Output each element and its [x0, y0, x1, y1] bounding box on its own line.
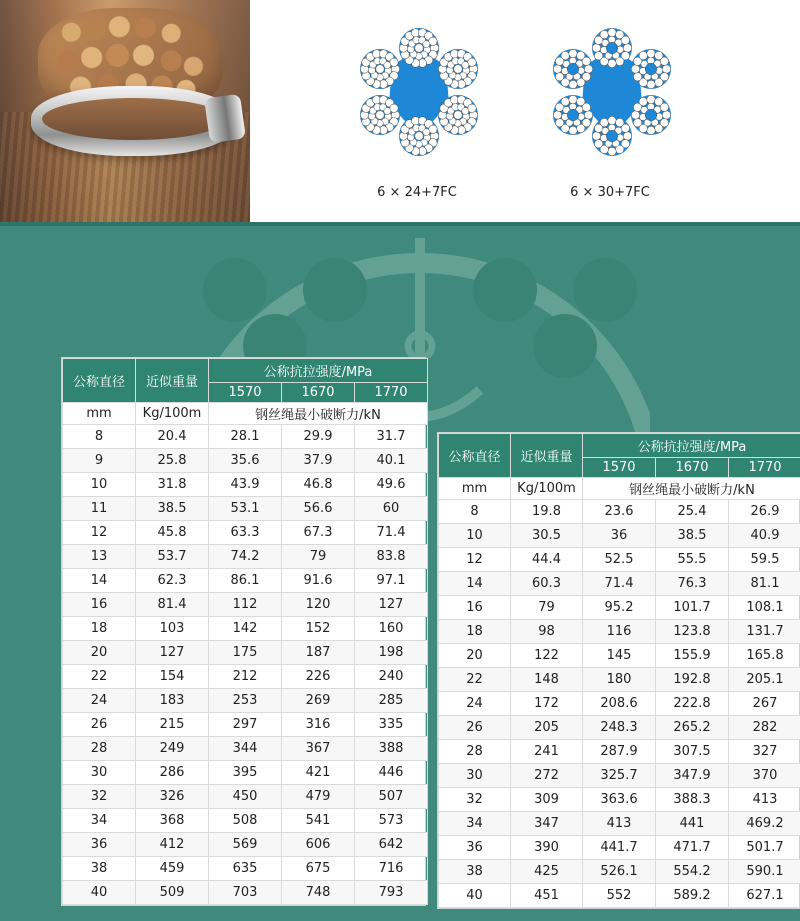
- table-cell: 40: [439, 884, 511, 908]
- table-cell: 18: [439, 620, 511, 644]
- table-cell: 212: [209, 665, 282, 689]
- table-cell: 16: [439, 596, 511, 620]
- table-cell: 192.8: [656, 668, 729, 692]
- table-cell: 25.4: [656, 500, 729, 524]
- table-row: [63, 617, 428, 641]
- table-cell: 541: [282, 809, 355, 833]
- table-cell: 198: [355, 641, 428, 665]
- table-cell: 44.4: [511, 548, 583, 572]
- table-cell: 450: [209, 785, 282, 809]
- unit-weight: Kg/100m: [136, 403, 209, 425]
- table-row: [63, 497, 428, 521]
- table-cell: 451: [511, 884, 583, 908]
- table-cell: 316: [282, 713, 355, 737]
- table-cell: 479: [282, 785, 355, 809]
- table-row: [439, 692, 800, 716]
- table-row: [63, 473, 428, 497]
- table-cell: 222.8: [656, 692, 729, 716]
- table-cell: 395: [209, 761, 282, 785]
- spec-table-1-body: [63, 425, 428, 905]
- table-cell: 127: [355, 593, 428, 617]
- table-cell: 38: [439, 860, 511, 884]
- table-cell: 13: [63, 545, 136, 569]
- table-cell: 155.9: [656, 644, 729, 668]
- table-row: [439, 860, 800, 884]
- table-cell: 29.9: [282, 425, 355, 449]
- table-row: [439, 740, 800, 764]
- table-cell: 253: [209, 689, 282, 713]
- table-cell: 388: [355, 737, 428, 761]
- table-row: [63, 689, 428, 713]
- table-cell: 28: [439, 740, 511, 764]
- table-cell: 20: [63, 641, 136, 665]
- table-cell: 45.8: [136, 521, 209, 545]
- table-cell: 446: [355, 761, 428, 785]
- fiber-core: [594, 74, 630, 110]
- table-cell: 606: [282, 833, 355, 857]
- table-cell: 91.6: [282, 569, 355, 593]
- table-cell: 20.4: [136, 425, 209, 449]
- table-cell: 79: [511, 596, 583, 620]
- table-cell: 11: [63, 497, 136, 521]
- table-cell: 34: [439, 812, 511, 836]
- table-cell: 8: [63, 425, 136, 449]
- unit-diameter: mm: [63, 403, 136, 425]
- table-cell: 108.1: [729, 596, 800, 620]
- table-cell: 326: [136, 785, 209, 809]
- table-cell: 127: [136, 641, 209, 665]
- table-cell: 116: [583, 620, 656, 644]
- top-banner: [0, 0, 800, 222]
- table-row: [63, 641, 428, 665]
- table-cell: 10: [439, 524, 511, 548]
- table-cell: 590.1: [729, 860, 800, 884]
- table-cell: 370: [729, 764, 800, 788]
- table-row: [63, 665, 428, 689]
- table-row: [63, 881, 428, 905]
- unit-weight: Kg/100m: [511, 478, 583, 500]
- table-cell: 71.4: [355, 521, 428, 545]
- table-cell: 249: [136, 737, 209, 761]
- table-cell: 748: [282, 881, 355, 905]
- header-strength-1670: 1670: [282, 383, 355, 403]
- table-cell: 241: [511, 740, 583, 764]
- header-approx-weight: 近似重量: [511, 434, 583, 478]
- table-cell: 30: [439, 764, 511, 788]
- table-cell: 10: [63, 473, 136, 497]
- header-approx-weight: 近似重量: [136, 359, 209, 403]
- table-cell: 101.7: [656, 596, 729, 620]
- table-cell: 22: [439, 668, 511, 692]
- table-cell: 16: [63, 593, 136, 617]
- strand: [553, 95, 593, 135]
- diagram-svg-1: [353, 26, 485, 158]
- table-cell: 55.5: [656, 548, 729, 572]
- table-cell: 589.2: [656, 884, 729, 908]
- table-cell: 131.7: [729, 620, 800, 644]
- rope-cross-section-diagram-1: [353, 26, 485, 164]
- table-cell: 53.7: [136, 545, 209, 569]
- table-cell: 8: [439, 500, 511, 524]
- table-cell: 180: [583, 668, 656, 692]
- header-strength-1570: 1570: [209, 383, 282, 403]
- table-cell: 265.2: [656, 716, 729, 740]
- table-cell: 23.6: [583, 500, 656, 524]
- table-cell: 215: [136, 713, 209, 737]
- table-row: [439, 716, 800, 740]
- unit-diameter: mm: [439, 478, 511, 500]
- table-cell: 120: [282, 593, 355, 617]
- table-cell: 12: [439, 548, 511, 572]
- strand: [438, 95, 478, 135]
- table-cell: 67.3: [282, 521, 355, 545]
- table-cell: 20: [439, 644, 511, 668]
- table-row: [63, 521, 428, 545]
- table-cell: 46.8: [282, 473, 355, 497]
- table-cell: 79: [282, 545, 355, 569]
- diagram-svg-2: [546, 26, 678, 158]
- header-nominal-diameter: 公称直径: [63, 359, 136, 403]
- table-cell: 14: [63, 569, 136, 593]
- table-cell: 469.2: [729, 812, 800, 836]
- strand: [592, 28, 632, 68]
- spec-table-1: [62, 358, 428, 905]
- table-cell: 635: [209, 857, 282, 881]
- table-cell: 367: [282, 737, 355, 761]
- strand: [438, 49, 478, 89]
- table-cell: 716: [355, 857, 428, 881]
- table-row: [439, 836, 800, 860]
- table-row: [439, 500, 800, 524]
- strand: [360, 95, 400, 135]
- table-row: [63, 569, 428, 593]
- divider-bar: [0, 222, 800, 226]
- table-cell: 154: [136, 665, 209, 689]
- table-row: [439, 668, 800, 692]
- table-row: [63, 713, 428, 737]
- table-cell: 71.4: [583, 572, 656, 596]
- table-row: [63, 737, 428, 761]
- table-cell: 31.7: [355, 425, 428, 449]
- header-nominal-diameter: 公称直径: [439, 434, 511, 478]
- table-cell: 62.3: [136, 569, 209, 593]
- table-cell: 56.6: [282, 497, 355, 521]
- table-cell: 32: [439, 788, 511, 812]
- table-cell: 38.5: [656, 524, 729, 548]
- table-cell: 38.5: [136, 497, 209, 521]
- table-cell: 425: [511, 860, 583, 884]
- table-cell: 26.9: [729, 500, 800, 524]
- rope-spec-table-1: [61, 357, 426, 906]
- table-cell: 35.6: [209, 449, 282, 473]
- table-cell: 83.8: [355, 545, 428, 569]
- table-cell: 627.1: [729, 884, 800, 908]
- table-row: [439, 548, 800, 572]
- table-row: [439, 572, 800, 596]
- table-cell: 344: [209, 737, 282, 761]
- header-strength-1770: 1770: [355, 383, 428, 403]
- table-cell: 14: [439, 572, 511, 596]
- table-cell: 36: [439, 836, 511, 860]
- table-cell: 347: [511, 812, 583, 836]
- table-cell: 208.6: [583, 692, 656, 716]
- table-row: [63, 785, 428, 809]
- table-cell: 148: [511, 668, 583, 692]
- table-row: [63, 545, 428, 569]
- table-cell: 183: [136, 689, 209, 713]
- strand: [399, 28, 439, 68]
- table-cell: 642: [355, 833, 428, 857]
- table-cell: 187: [282, 641, 355, 665]
- table-row: [439, 788, 800, 812]
- table-cell: 272: [511, 764, 583, 788]
- table-cell: 25.8: [136, 449, 209, 473]
- table-row: [439, 620, 800, 644]
- table-cell: 112: [209, 593, 282, 617]
- table-cell: 327: [729, 740, 800, 764]
- table-cell: 60.3: [511, 572, 583, 596]
- table-cell: 30.5: [511, 524, 583, 548]
- table-cell: 286: [136, 761, 209, 785]
- table-cell: 95.2: [583, 596, 656, 620]
- table-cell: 325.7: [583, 764, 656, 788]
- table-cell: 43.9: [209, 473, 282, 497]
- table-cell: 205.1: [729, 668, 800, 692]
- fiber-core: [401, 74, 437, 110]
- rope-spec-table-2: [437, 432, 800, 909]
- header-tensile-strength: 公称抗拉强度/MPa: [209, 359, 428, 383]
- strand: [360, 49, 400, 89]
- table-cell: 552: [583, 884, 656, 908]
- strand: [592, 116, 632, 156]
- table-cell: 52.5: [583, 548, 656, 572]
- table-cell: 285: [355, 689, 428, 713]
- wire-rope-photo: [0, 0, 250, 222]
- table-cell: 152: [282, 617, 355, 641]
- table-cell: 459: [136, 857, 209, 881]
- table-cell: 76.3: [656, 572, 729, 596]
- table-cell: 123.8: [656, 620, 729, 644]
- table-cell: 28.1: [209, 425, 282, 449]
- table-cell: 59.5: [729, 548, 800, 572]
- table-cell: 441.7: [583, 836, 656, 860]
- table-cell: 471.7: [656, 836, 729, 860]
- table-cell: 26: [439, 716, 511, 740]
- table-cell: 509: [136, 881, 209, 905]
- band-clasp: [204, 94, 246, 144]
- table-cell: 49.6: [355, 473, 428, 497]
- table-cell: 81.1: [729, 572, 800, 596]
- table-cell: 36: [583, 524, 656, 548]
- table-cell: 413: [729, 788, 800, 812]
- header-strength-1670: 1670: [656, 458, 729, 478]
- table-cell: 19.8: [511, 500, 583, 524]
- table-cell: 388.3: [656, 788, 729, 812]
- table-cell: 103: [136, 617, 209, 641]
- rope-cross-section-diagram-2: [546, 26, 678, 164]
- table-row: [439, 884, 800, 908]
- table-cell: 507: [355, 785, 428, 809]
- table-cell: 12: [63, 521, 136, 545]
- table-cell: 98: [511, 620, 583, 644]
- table-row: [63, 593, 428, 617]
- table-cell: 335: [355, 713, 428, 737]
- table-cell: 63.3: [209, 521, 282, 545]
- table-row: [439, 596, 800, 620]
- table-cell: 53.1: [209, 497, 282, 521]
- table-cell: 28: [63, 737, 136, 761]
- table-cell: 309: [511, 788, 583, 812]
- table-cell: 160: [355, 617, 428, 641]
- table-cell: 297: [209, 713, 282, 737]
- table-cell: 421: [282, 761, 355, 785]
- strand: [553, 49, 593, 89]
- table-cell: 282: [729, 716, 800, 740]
- table-cell: 269: [282, 689, 355, 713]
- strand: [631, 49, 671, 89]
- table-cell: 142: [209, 617, 282, 641]
- table-cell: 526.1: [583, 860, 656, 884]
- table-cell: 86.1: [209, 569, 282, 593]
- table-cell: 22: [63, 665, 136, 689]
- strand: [399, 116, 439, 156]
- band-inner: [42, 98, 226, 140]
- table-cell: 24: [439, 692, 511, 716]
- table-cell: 205: [511, 716, 583, 740]
- table-cell: 569: [209, 833, 282, 857]
- table-cell: 703: [209, 881, 282, 905]
- table-row: [63, 425, 428, 449]
- table-cell: 38: [63, 857, 136, 881]
- table-cell: 793: [355, 881, 428, 905]
- table-cell: 363.6: [583, 788, 656, 812]
- table-cell: 26: [63, 713, 136, 737]
- unit-break-force: 钢丝绳最小破断力/kN: [583, 478, 800, 500]
- diagram-label-1: 6 × 24+7FC: [377, 185, 457, 200]
- table-cell: 307.5: [656, 740, 729, 764]
- table-cell: 40.9: [729, 524, 800, 548]
- table-cell: 165.8: [729, 644, 800, 668]
- table-cell: 32: [63, 785, 136, 809]
- table-row: [63, 833, 428, 857]
- diagram-label-2: 6 × 30+7FC: [570, 185, 650, 200]
- table-cell: 36: [63, 833, 136, 857]
- table-cell: 248.3: [583, 716, 656, 740]
- table-cell: 554.2: [656, 860, 729, 884]
- table-cell: 226: [282, 665, 355, 689]
- table-cell: 413: [583, 812, 656, 836]
- table-cell: 675: [282, 857, 355, 881]
- table-cell: 412: [136, 833, 209, 857]
- table-row: [63, 809, 428, 833]
- header-strength-1770: 1770: [729, 458, 800, 478]
- table-cell: 347.9: [656, 764, 729, 788]
- table-cell: 60: [355, 497, 428, 521]
- table-cell: 18: [63, 617, 136, 641]
- table-cell: 287.9: [583, 740, 656, 764]
- table-row: [439, 524, 800, 548]
- table-cell: 390: [511, 836, 583, 860]
- table-cell: 31.8: [136, 473, 209, 497]
- table-cell: 40: [63, 881, 136, 905]
- table-cell: 24: [63, 689, 136, 713]
- header-strength-1570: 1570: [583, 458, 656, 478]
- table-cell: 175: [209, 641, 282, 665]
- table-row: [439, 812, 800, 836]
- table-row: [439, 644, 800, 668]
- table-cell: 37.9: [282, 449, 355, 473]
- table-cell: 267: [729, 692, 800, 716]
- table-cell: 573: [355, 809, 428, 833]
- table-row: [63, 761, 428, 785]
- table-cell: 81.4: [136, 593, 209, 617]
- table-cell: 30: [63, 761, 136, 785]
- table-cell: 145: [583, 644, 656, 668]
- table-cell: 508: [209, 809, 282, 833]
- table-cell: 240: [355, 665, 428, 689]
- table-cell: 368: [136, 809, 209, 833]
- strand: [631, 95, 671, 135]
- table-cell: 74.2: [209, 545, 282, 569]
- spec-table-2: [438, 433, 800, 908]
- table-row: [439, 764, 800, 788]
- table-cell: 122: [511, 644, 583, 668]
- table-cell: 40.1: [355, 449, 428, 473]
- table-cell: 501.7: [729, 836, 800, 860]
- header-tensile-strength: 公称抗拉强度/MPa: [583, 434, 800, 458]
- spec-table-2-body: [439, 500, 800, 908]
- table-row: [63, 857, 428, 881]
- table-cell: 9: [63, 449, 136, 473]
- unit-break-force: 钢丝绳最小破断力/kN: [209, 403, 428, 425]
- table-cell: 441: [656, 812, 729, 836]
- table-cell: 34: [63, 809, 136, 833]
- table-cell: 97.1: [355, 569, 428, 593]
- table-row: [63, 449, 428, 473]
- table-cell: 172: [511, 692, 583, 716]
